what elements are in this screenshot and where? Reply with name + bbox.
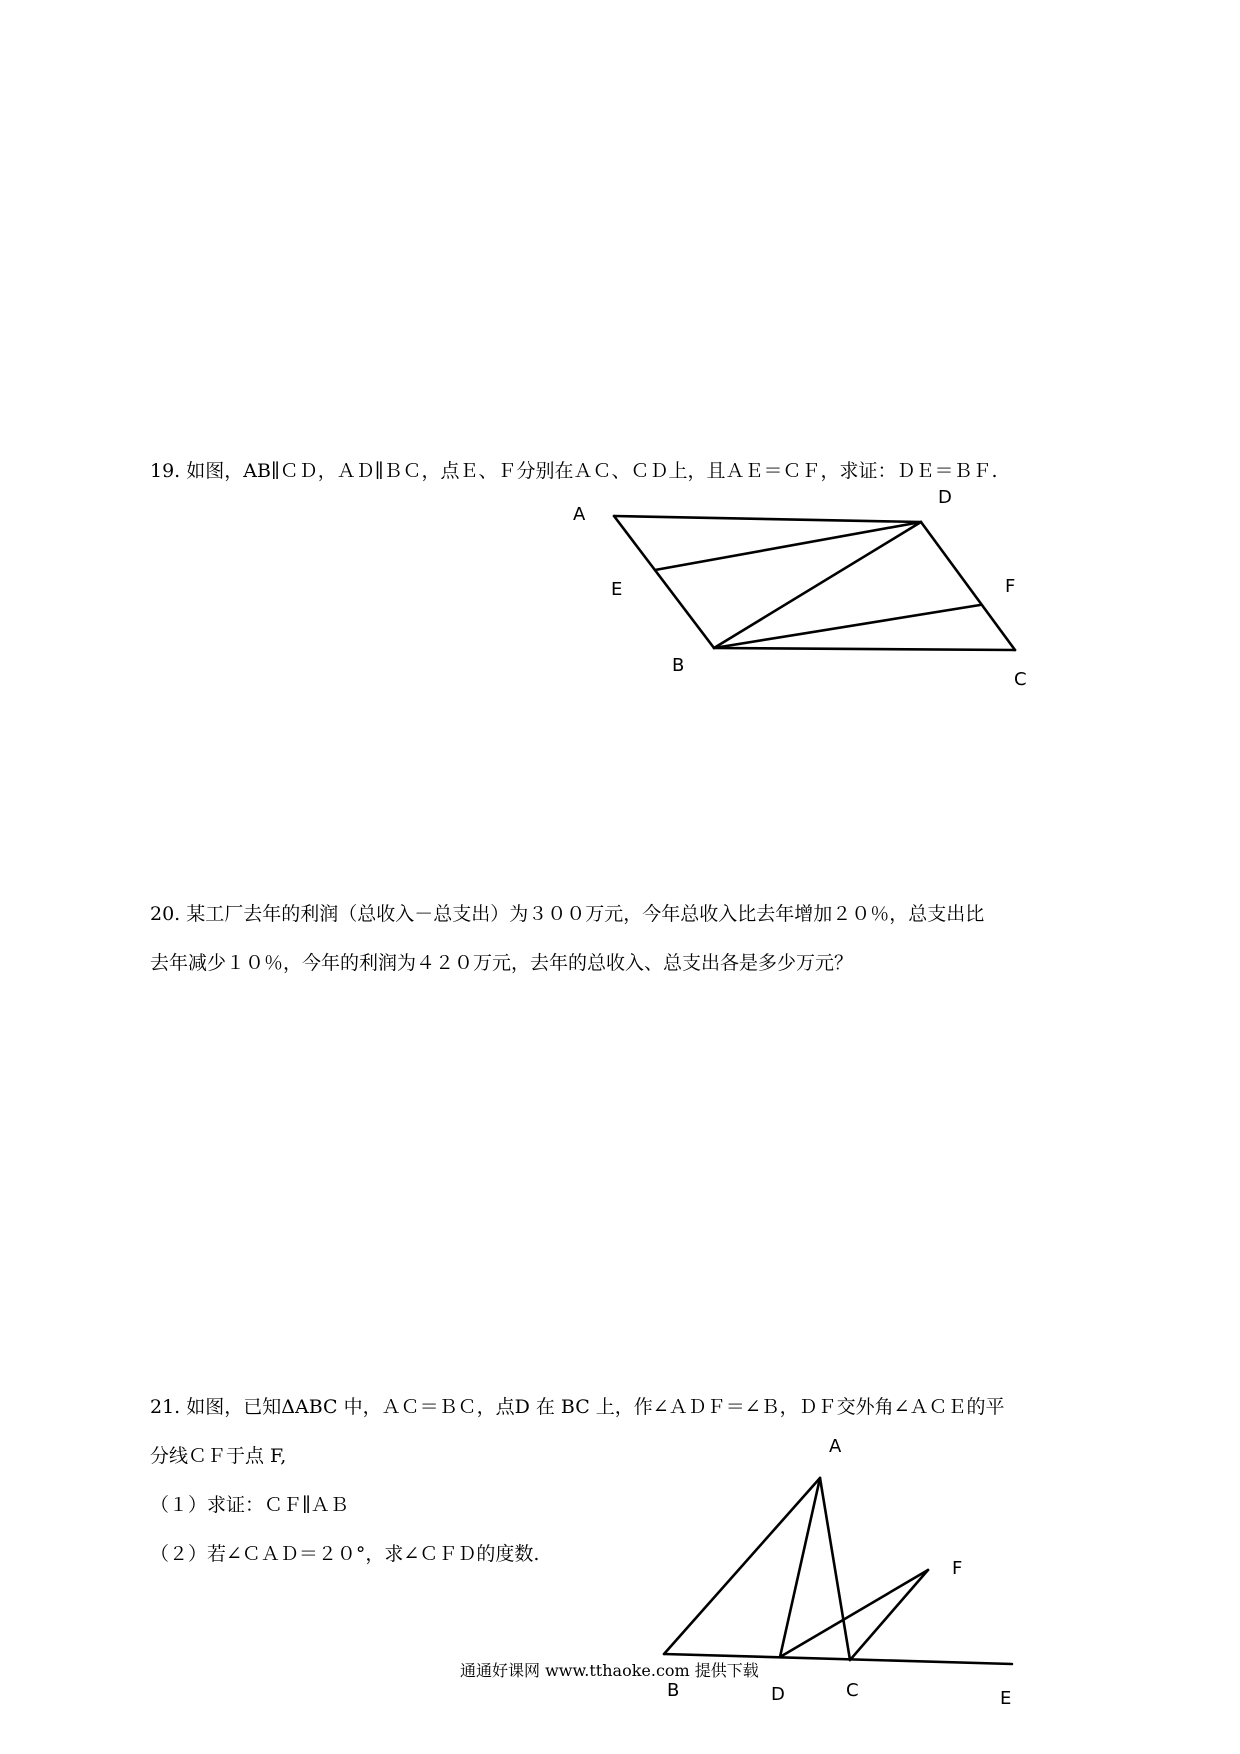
label-D: D: [938, 487, 952, 508]
q21-part-2: （２）若∠ＣＡＤ＝２０°，求∠ＣＦＤ的度数.: [150, 1543, 540, 1565]
q21-line-2: 分线ＣＦ于点 F,: [150, 1445, 287, 1467]
segment-AB: [614, 516, 714, 648]
q19-text: 19. 如图，AB∥ＣＤ，ＡＤ∥ＢＣ，点Ｅ、Ｆ分别在ＡＣ、ＣＤ上，且ＡＥ＝ＣＦ，求证：ＤＥ＝ＢＦ.: [150, 460, 998, 482]
label-D: D: [771, 1684, 785, 1705]
label-F: F: [1005, 576, 1016, 597]
q19-figure: [0, 0, 1240, 760]
segment-BC: [714, 648, 1015, 650]
q21-figure: [0, 1334, 1240, 1754]
q20-line-1: 20. 某工厂去年的利润（总收入－总支出）为３００万元，今年总收入比去年增加２０％，总支出比: [150, 903, 985, 925]
label-A: A: [573, 504, 586, 525]
segment-DF: [780, 1570, 928, 1657]
label-B: B: [672, 655, 685, 676]
footer-watermark: 通通好课网 www.tthaoke.com 提供下载: [460, 1661, 759, 1680]
segment-BA: [664, 1478, 820, 1654]
q21-line-1: 21. 如图，已知ΔABC 中，ＡＣ＝ＢＣ，点D 在 BC 上，作∠ＡＤＦ＝∠Ｂ，ＤＦ交外角∠ＡＣＥ的平: [150, 1396, 1005, 1418]
label-B: B: [667, 1680, 680, 1701]
label-C: C: [1014, 669, 1027, 690]
segment-BF: [714, 605, 980, 648]
q20-line-2: 去年减少１０％，今年的利润为４２０万元，去年的总收入、总支出各是多少万元？: [150, 952, 854, 974]
label-E: E: [611, 579, 623, 600]
label-A: A: [829, 1436, 842, 1457]
q21-part-1: （１）求证：ＣＦ∥ＡＢ: [150, 1494, 349, 1516]
segment-DC: [921, 522, 1015, 650]
label-F: F: [952, 1558, 963, 1579]
segment-CF: [850, 1570, 928, 1660]
segment-AD: [614, 516, 921, 522]
label-E: E: [1000, 1688, 1012, 1709]
segment-AD: [780, 1478, 820, 1657]
label-C: C: [846, 1680, 859, 1701]
segment-AC: [820, 1478, 850, 1660]
